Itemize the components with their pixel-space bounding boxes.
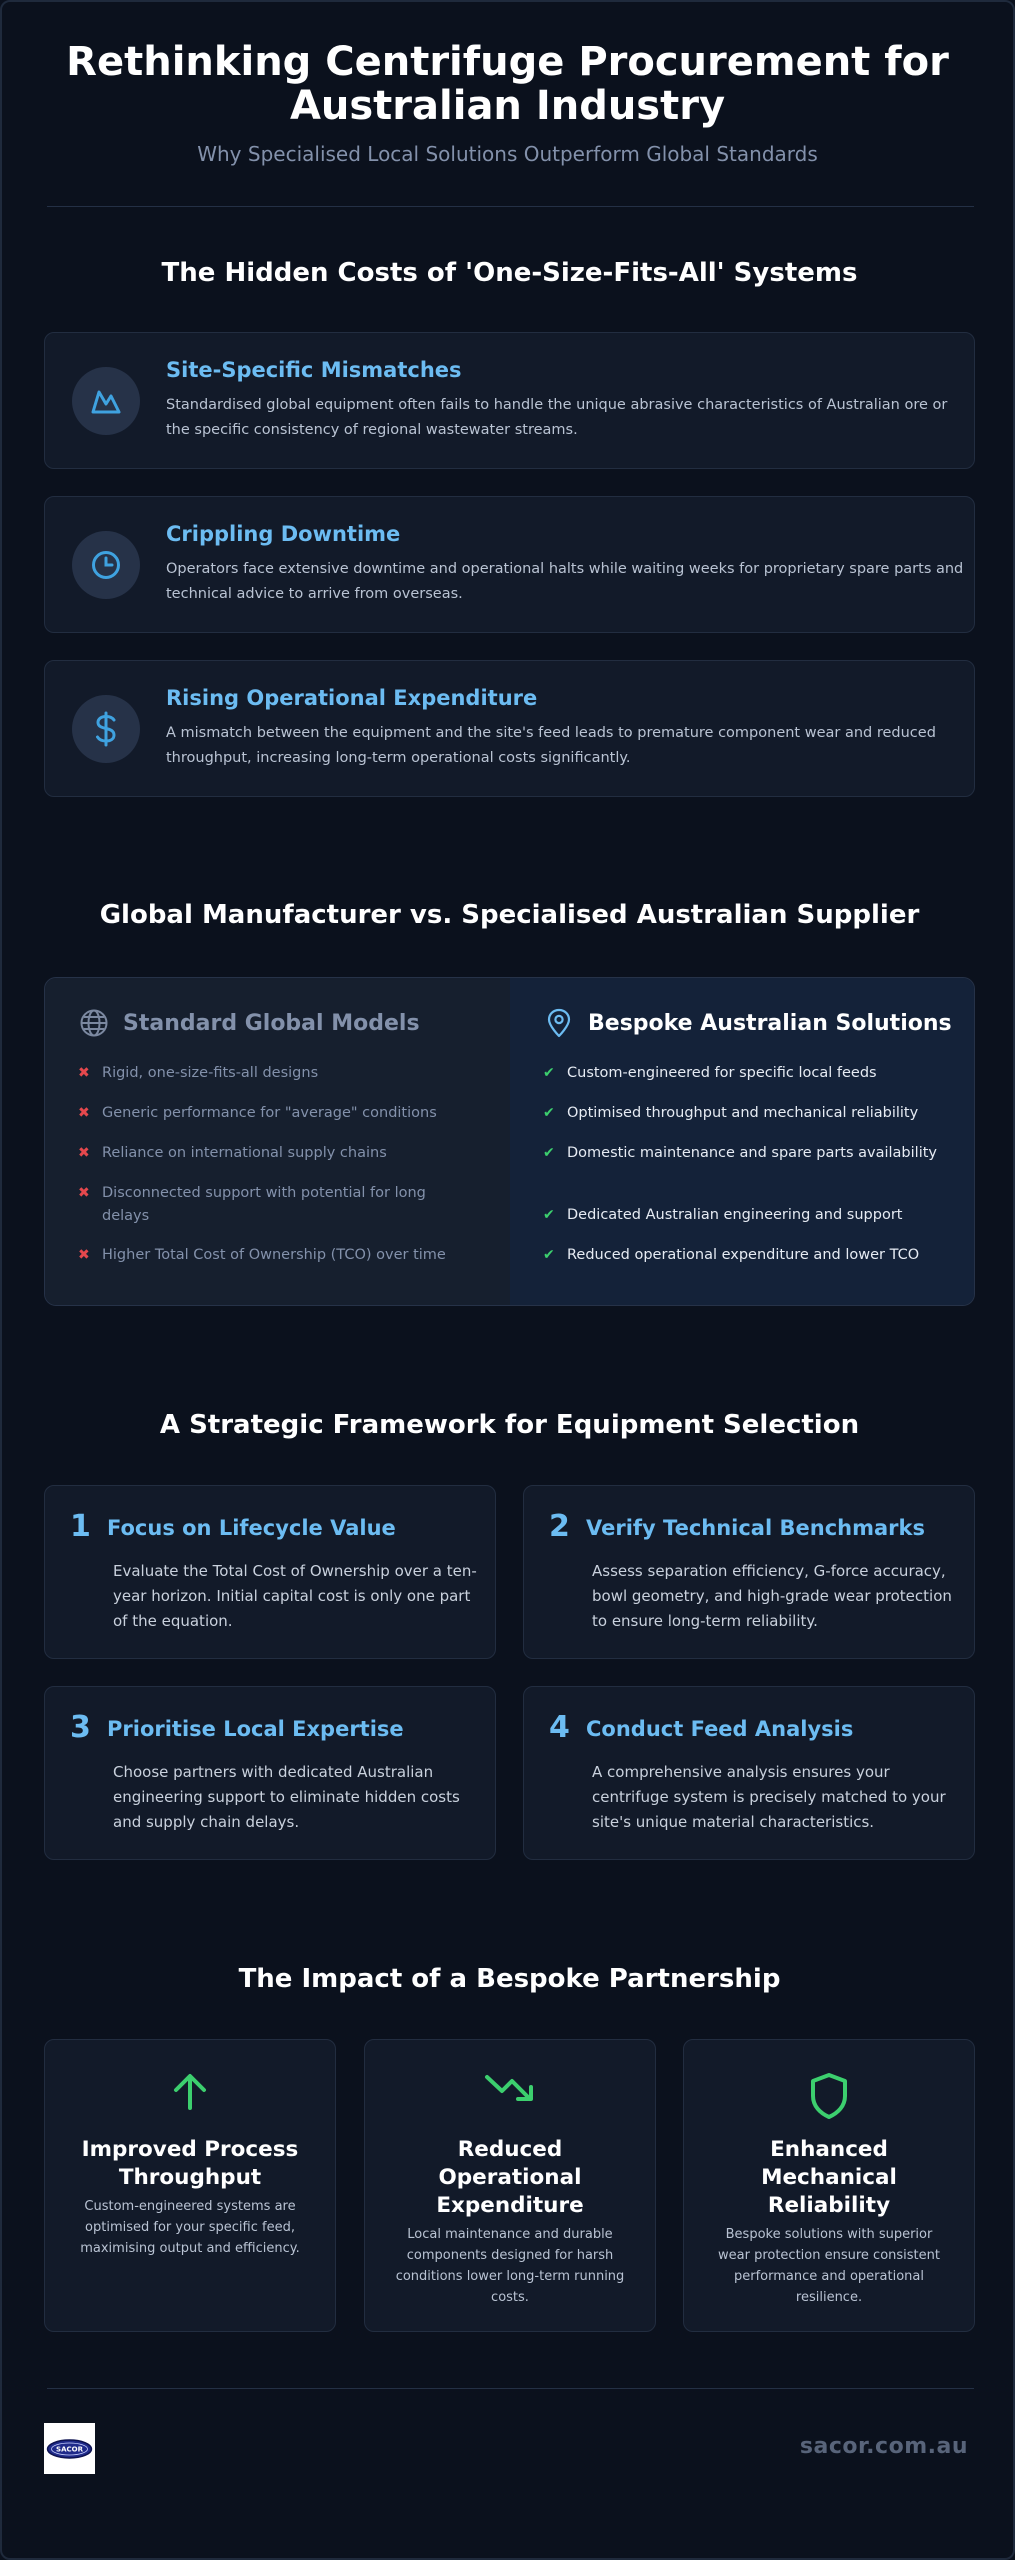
local-item: ✔ Reduced operational expenditure and lower TCO: [567, 1244, 957, 1267]
comparison-title: Global Manufacturer vs. Specialised Australian Supplier: [99, 900, 920, 930]
check-icon: ✔: [543, 1145, 555, 1161]
issue-text: Operators face extensive downtime and operational halts while waiting weeks for proprietary spare parts and technical advice to arrive from overseas.: [166, 561, 964, 602]
comparison-table: [44, 977, 975, 1306]
global-item: ✖ Rigid, one-size-fits-all designs: [102, 1062, 482, 1085]
logo-text: SACOR: [56, 2445, 83, 2454]
page-subtitle: Why Specialised Local Solutions Outperform Global Standards: [197, 142, 818, 166]
cross-icon: ✖: [78, 1065, 90, 1081]
impact-card-text: Local maintenance and durable components designed for harsh conditions lower long-term running costs.: [395, 2227, 625, 2305]
local-item: ✔ Custom-engineered for specific local feeds: [567, 1062, 957, 1085]
global-item: ✖ Generic performance for "average" conditions: [102, 1102, 482, 1125]
check-icon: ✔: [543, 1065, 555, 1081]
header: [2, 2, 1013, 166]
impact-card-text: Bespoke solutions with superior wear protection ensure consistent performance and operational resilience.: [718, 2227, 940, 2305]
check-icon: ✔: [543, 1105, 555, 1121]
local-item: ✔ Dedicated Australian engineering and support: [567, 1204, 957, 1227]
step-text: Choose partners with dedicated Australian engineering support to eliminate hidden costs and supply chain delays.: [113, 1763, 460, 1831]
step-number: 1: [70, 1509, 91, 1544]
trend-down-icon: [484, 2072, 536, 2104]
global-item: ✖ Higher Total Cost of Ownership (TCO) over time: [102, 1244, 482, 1267]
divider: [47, 206, 974, 207]
globe-icon: [79, 1008, 109, 1038]
impact-title: The Impact of a Bespoke Partnership: [238, 1964, 781, 1994]
check-icon: ✔: [543, 1207, 555, 1223]
shield-icon: [809, 2072, 849, 2120]
step-title: Prioritise Local Expertise: [107, 1717, 404, 1741]
step-card: [44, 1686, 496, 1860]
page-title: Rethinking Centrifuge Procurement for Australian Industry: [66, 39, 949, 129]
step-number: 2: [549, 1509, 570, 1544]
mountain-icon: [72, 367, 140, 435]
step-card: [44, 1485, 496, 1659]
local-heading: [544, 1008, 952, 1038]
issue-card: [44, 496, 975, 633]
impact-card: [364, 2039, 656, 2332]
cross-icon: ✖: [78, 1247, 90, 1263]
issue-title: Crippling Downtime: [166, 522, 401, 546]
global-item: ✖ Disconnected support with potential for long delays: [102, 1182, 462, 1228]
step-title: Conduct Feed Analysis: [586, 1717, 854, 1741]
step-number: 4: [549, 1710, 570, 1745]
step-text: A comprehensive analysis ensures your centrifuge system is precisely matched to your site's unique material characteristics.: [592, 1763, 946, 1831]
cross-icon: ✖: [78, 1105, 90, 1121]
impact-card: [44, 2039, 336, 2332]
arrow-up-icon: [170, 2072, 210, 2112]
local-item: ✔ Domestic maintenance and spare parts availability: [567, 1142, 937, 1165]
step-text: Assess separation efficiency, G-force accuracy, bowl geometry, and high-grade wear protection to ensure long-term reliability.: [592, 1562, 952, 1630]
impact-card: [683, 2039, 975, 2332]
step-text: Evaluate the Total Cost of Ownership over a ten-year horizon. Initial capital cost is only one part of the equation.: [113, 1562, 477, 1630]
impact-card-text: Custom-engineered systems are optimised for your specific feed, maximising output and efficiency.: [80, 2199, 300, 2256]
global-heading-label: Standard Global Models: [123, 1010, 420, 1036]
global-column: [45, 978, 510, 1305]
impact-card-title: Reduced Operational Expenditure: [436, 2137, 584, 2218]
step-title: Verify Technical Benchmarks: [586, 1516, 925, 1540]
impact-card-title: Enhanced Mechanical Reliability: [761, 2137, 897, 2218]
issue-card: [44, 332, 975, 469]
global-item: ✖ Reliance on international supply chains: [102, 1142, 482, 1165]
step-title: Focus on Lifecycle Value: [107, 1516, 396, 1540]
footer-divider: [47, 2388, 974, 2389]
check-icon: ✔: [543, 1247, 555, 1263]
issue-title: Rising Operational Expenditure: [166, 686, 538, 710]
local-item: ✔ Optimised throughput and mechanical reliability: [567, 1102, 957, 1125]
cross-icon: ✖: [78, 1185, 90, 1201]
step-card: [523, 1485, 975, 1659]
footer-url[interactable]: sacor.com.au: [799, 2434, 968, 2459]
global-heading: [79, 1008, 420, 1038]
framework-title: A Strategic Framework for Equipment Selection: [159, 1410, 860, 1440]
step-number: 3: [70, 1710, 91, 1745]
impact-card-title: Improved Process Throughput: [81, 2137, 299, 2190]
hidden-costs-title: The Hidden Costs of 'One-Size-Fits-All' Systems: [161, 258, 858, 288]
step-card: [523, 1686, 975, 1860]
issue-text: A mismatch between the equipment and the site's feed leads to premature component wear and reduced throughput, increasing long-term operational costs significantly.: [166, 725, 936, 766]
sacor-logo: [44, 2423, 95, 2474]
issue-text: Standardised global equipment often fails to handle the unique abrasive characteristics of Australian ore or the specific consistency of regional wastewater streams.: [166, 397, 948, 438]
cross-icon: ✖: [78, 1145, 90, 1161]
issue-title: Site-Specific Mismatches: [166, 358, 462, 382]
local-heading-label: Bespoke Australian Solutions: [588, 1010, 952, 1036]
map-pin-icon: [544, 1008, 574, 1038]
issue-card: [44, 660, 975, 797]
local-column: [510, 978, 975, 1305]
clock-icon: [72, 531, 140, 599]
dollar-icon: [72, 695, 140, 763]
